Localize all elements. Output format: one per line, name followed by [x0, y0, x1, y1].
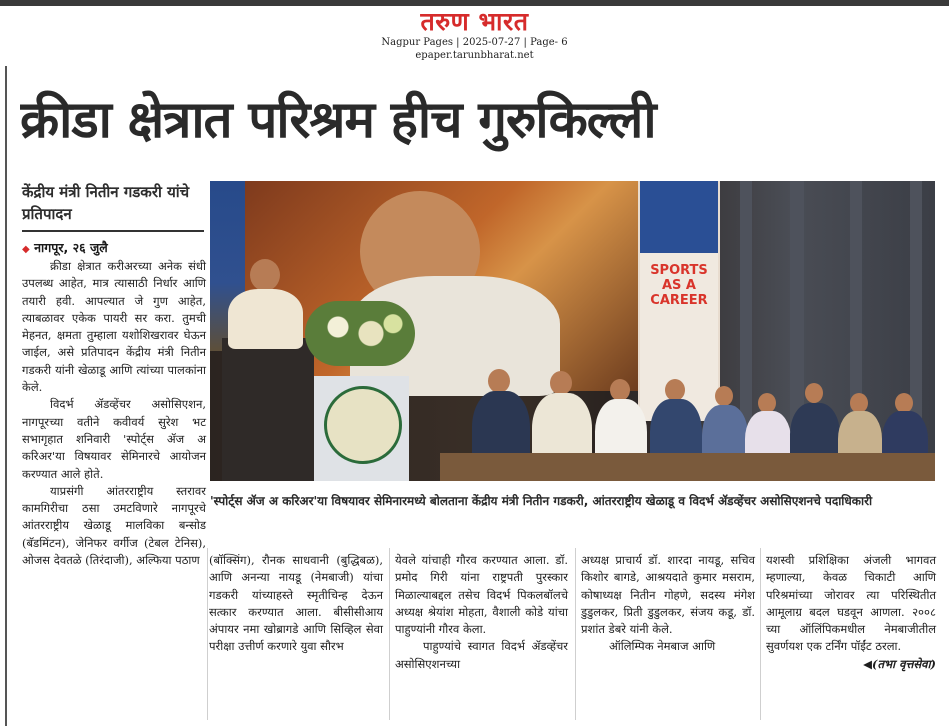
photo-person-head — [610, 379, 630, 401]
photo-person-head — [488, 369, 510, 393]
top-border — [0, 0, 949, 6]
paragraph: क्रीडा क्षेत्रात करीअरच्या अनेक संधी उपलब्ध आहेत, मात्र त्यासाठी निर्धार आणि तयारी हवी. आपल्यात जे गुण आहेत, त्याबळावर एकेक पायरी सर करा. तुमची मेहनत, क्षमता तुम्हाला यशोशिखरावर घेऊन जाईल, असे प्रतिपादन केंद्रीय मंत्री नितीन गडकरी यांनी खेळाडू आणि त्यांच्या पालकांना केले. — [22, 259, 206, 395]
column-divider — [207, 548, 208, 720]
paragraph: (बॉक्सिंग), रौनक साधवानी (बुद्धिबळ), आणि अनन्या नायडू (नेमबाजी) यांचा गडकरी यांच्याहस्ते स्मृतीचिन्ह देऊन सत्कार करण्यात आला. बीसीसीआय अंपायर नमा खोब्रागडे आणि सिव्हिल सेवा परीक्षा उत्तीर्ण करणारे युवा सौरभ — [209, 553, 383, 654]
article-column-1 — [22, 258, 206, 569]
paragraph: ऑलिम्पिक नेमबाज आणि — [609, 639, 716, 654]
photo-person — [228, 289, 303, 349]
photo-person-head — [850, 393, 868, 413]
association-emblem — [324, 386, 402, 464]
dateline-text: नागपूर, २६ जुलै — [34, 240, 108, 255]
edition-info: Nagpur Pages | 2025-07-27 | Page- 6 — [381, 37, 568, 48]
photo-caption: 'स्पोर्ट्स ॲज अ करिअर'या विषयावर सेमिनारमध्ये बोलताना केंद्रीय मंत्री नितीन गडकरी, आंतरराष्ट्रीय खेळाडू व विदर्भ ॲडव्हेंचर असोसिएशनचे पदाधिकारी — [210, 494, 873, 508]
banner-title: SPORTS AS A CAREER — [650, 263, 708, 308]
photo-person-head — [758, 393, 776, 413]
masthead — [0, 8, 949, 62]
paragraph: पाहुण्यांचे स्वागत विदर्भ ॲडव्हेंचर असोसिएशनच्या — [395, 639, 568, 671]
event-photo — [210, 181, 935, 481]
news-agency-credit: ◀(तभा वृत्तसेवा) — [863, 656, 936, 671]
paragraph: यशस्वी प्रशिक्षिका अंजली भागवत म्हणाल्या, केवळ चिकाटी आणि परिश्रमांच्या जोरावर त्या परिस्थितीत आमूलाग्र बदल घडवून आणला. २००८ च्या ऑलिंपिकमधील नेमबाजीतील सुवर्णयश एक टर्निंग पॉईंट ठरला. — [766, 553, 936, 654]
column-divider — [389, 548, 390, 720]
article-subhead: केंद्रीय मंत्री नितीन गडकरी यांचे प्रतिपादन — [22, 181, 204, 232]
photo-person-head — [250, 259, 280, 291]
flower-bouquet — [305, 301, 415, 366]
left-border-rule — [5, 66, 7, 726]
podium — [222, 338, 314, 481]
paragraph: याप्रसंगी आंतरराष्ट्रीय स्तरावर कामगिरीचा ठसा उमटविणारे नागपूरचे आंतरराष्ट्रीय खेळाडू मालविका बन्सोड (बॅडमिंटन), जेनिफर वर्गीज (टेबल टेनिस), ओजस देवतळे (तिरंदाजी), अल्फिया पठाण — [22, 483, 206, 568]
photo-person-head — [715, 386, 733, 406]
photo-person-head — [805, 383, 823, 403]
photo-person-head — [665, 379, 685, 401]
dateline — [22, 238, 108, 259]
article-headline: क्रीडा क्षेत्रात परिश्रम हीच गुरुकिल्ली — [20, 91, 656, 150]
article-column-2 — [209, 552, 383, 656]
website-url: epaper.tarunbharat.net — [415, 50, 534, 61]
article-column-5 — [766, 552, 936, 673]
photo-person-head — [550, 371, 572, 395]
photo-person-head — [895, 393, 913, 413]
column-divider — [575, 548, 576, 720]
paragraph: येवले यांचाही गौरव करण्यात आला. डॉ. प्रमोद गिरी यांना राष्ट्रपती पुरस्कार मिळाल्याबद्दल तसेच विदर्भ पिकलबॉलचे अध्यक्ष श्रेयांश मोहता, वैशाली कोडे यांचा पाहुण्यांनी गौरव केला. — [395, 553, 568, 637]
paragraph: विदर्भ ॲडव्हेंचर असोसिएशन, नागपूरच्या वतीने कवीवर्य सुरेश भट सभागृहात शनिवारी 'स्पोर्ट्स ॲज अ करिअर'या विषयावर सेमिनारचे आयोजन करण्यात आले होते. — [22, 397, 206, 481]
column-divider — [760, 548, 761, 720]
paragraph: अध्यक्ष प्राचार्य डॉ. शारदा नायडू, सचिव किशोर बागडे, आश्रयदाते कुमार मसराम, कोषाध्यक्ष नितीन गोहणे, सदस्य मंगेश डुडुलकर, प्रिती डुडुलकर, संजय कडू, डॉ. प्रशांत डेबरे यांनी केले. — [581, 553, 755, 637]
stage-table — [440, 453, 935, 481]
article-column-3 — [395, 552, 568, 673]
banner-header — [640, 181, 718, 253]
newspaper-logo: तरुण भारत — [420, 7, 529, 36]
article-column-4 — [581, 552, 755, 656]
diamond-icon: ◆ — [22, 244, 30, 255]
